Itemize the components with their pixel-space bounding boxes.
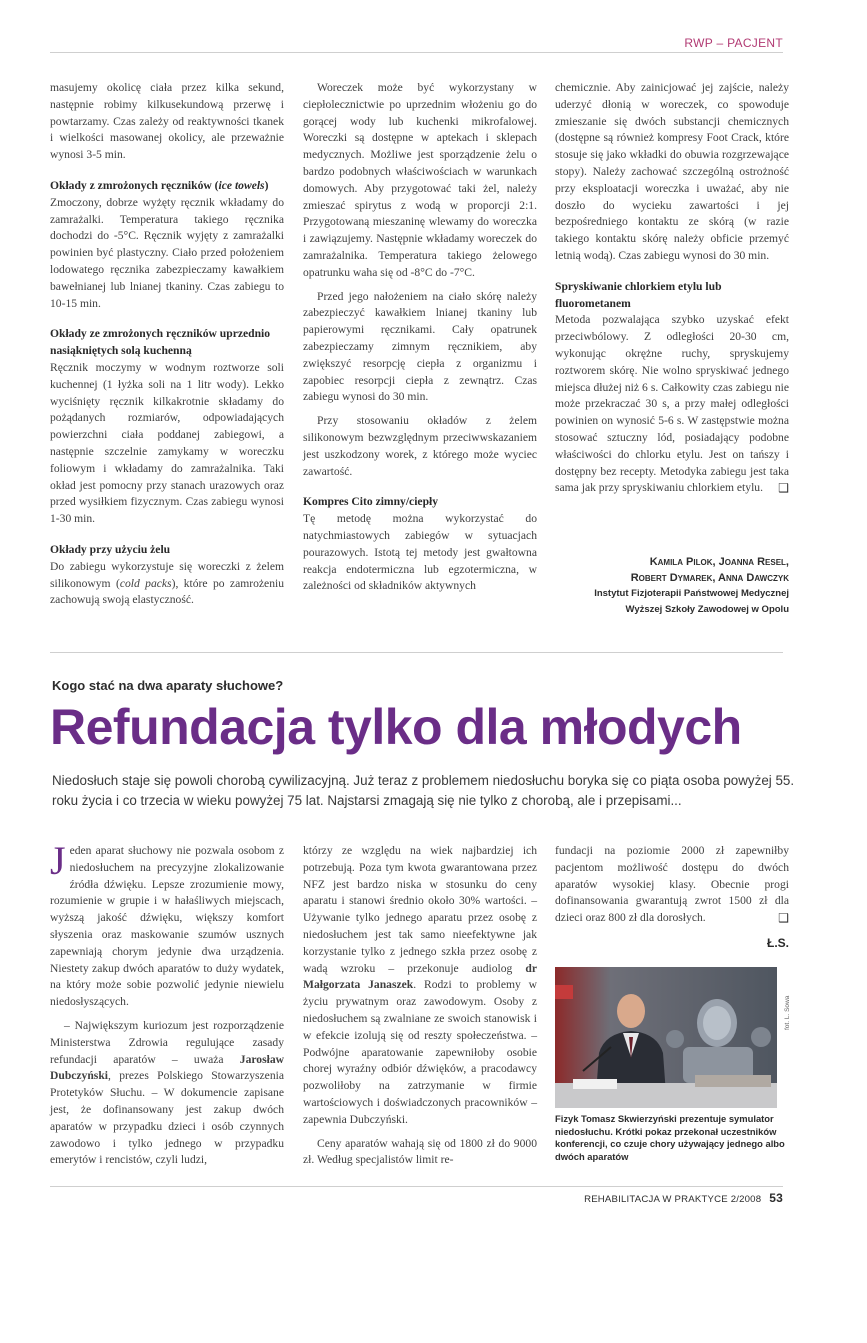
article1-column-1	[50, 80, 284, 616]
author-names: Robert Dymarek, Anna Dawczyk	[630, 572, 789, 584]
paragraph: Ręcznik moczymy w wodnym roztworze soli kuchennej (1 łyżka soli na 1 litr wody). Lekko wyciśnięty ręcznik kilkakrotnie składamy do pożądanych rozmiarów, odpowiadających powierzchni ciała poddanej zabiegowi, a następnie szczelnie zamykamy w woreczku foliowym i wkładamy do zamrażalnika. Taki okład jest pomocny przy stanach urazowych oraz przed wysiłkiem fizycznym. Czas zabiegu wynosi 1-30 min.	[50, 360, 284, 526]
top-divider	[50, 52, 783, 53]
author-names: Kamila Pilok, Joanna Resel,	[649, 556, 789, 568]
article-headline: Refundacja tylko dla młodych	[50, 699, 742, 755]
paragraph: Przed jego nałożeniem na ciało skórę należy zabezpieczyć kawałkiem lnianej tkaniny lub papierowymi ręcznikami. Cały opatrunek zabezpieczamy zimnym ręcznikiem, aby zwiększyć resorpcję ciepła z organizmu i zapobiec resorpcji ciepła z zewnątrz. Czas zabiegu wynosi do 30 min.	[303, 289, 537, 404]
paragraph: masujemy okolicę ciała przez kilka sekund, następnie robimy kilkusekundową przerwę i powtarzamy. Czas zależy od reaktywności tkanek i wielkości masowanej okolicy, ale przeważnie wynosi 3-5 min.	[50, 81, 284, 162]
author-institution: Instytut Fizjoterapii Państwowej Medycznej	[594, 588, 789, 599]
section-heading: Kompres Cito zimny/ciepły	[303, 495, 439, 509]
paragraph: Do zabiegu wykorzystuje się woreczki z żelem silikonowym (cold packs), które po zamrożeniu zachowują swoją elastyczność.	[50, 559, 285, 607]
section-heading: Spryskiwanie chlorkiem etylu lub fluorometanem	[555, 279, 722, 310]
article1-column-3	[555, 80, 789, 504]
article1-column-2	[303, 80, 537, 602]
article-lead: Niedosłuch staje się powoli chorobą cywilizacyjną. Już teraz z problemem niedosłuchu boryka się co piąta osoba powyżej 55. roku życia i co trzecia w wieku powyżej 75 lat. Najstarsi zmagają się nie tylko z chorobą, ale i przepisami...	[52, 773, 795, 808]
paragraph: Zmoczony, dobrze wyżęty ręcznik wkładamy do zamrażalki. Temperatura takiego ręcznika dochodzi do -5°C. Ręcznik wyjęty z zamrażalki powinien być plastyczny. Ciało przed położeniem lodowatego ręcznika zabezpieczamy kawałkiem bawełnianej lub lnianej tkaniny. Czas zabiegu to 10-15 min.	[50, 195, 284, 310]
paragraph: fundacji na poziomie 2000 zł zapewniłby pacjentom możliwość dostępu do dwóch aparatów wysokiej klasy. Obecnie progi dofinansowania gwarantują zwrot 1500 zł dla dzieci oraz 800 zł dla dorosłych. ❑	[555, 844, 789, 926]
section-heading: Okłady z zmrożonych ręczników (ice towels)	[50, 178, 269, 192]
article-signature: Ł.S.	[766, 935, 789, 950]
end-mark-icon: ❑	[778, 911, 789, 926]
paragraph: – Największym kuriozum jest rozporządzenie Ministerstwa Zdrowia regulujące zasady refundacji aparatów – uważa Jarosław Dubczyński, prezes Polskiego Stowarzyszenia Protetyków Słuchu. – W dokumencie zapisane jest, że dofinansowany jest zakup dwóch aparatów w przypadku dzieci i osób czynnych zawodowo i tylko jednego w przypadku emerytów i rencistów, czyli ludzi,	[50, 1018, 284, 1167]
paragraph: Tę metodę można wykorzystać do natychmiastowych zabiegów w sytuacjach pourazowych. Istotą tej metody jest gwałtowna reakcja endotermiczna lub egzotermiczna, w zależności od składników aktywnych	[303, 512, 537, 593]
section-divider	[50, 652, 783, 653]
section-heading: Okłady ze zmrożonych ręczników uprzednio nasiąkniętych solą kuchenną	[50, 327, 271, 358]
photo-illustration	[555, 967, 777, 1108]
journal-name: REHABILITACJA W PRAKTYCE 2/2008	[584, 1194, 762, 1205]
author-institution: Wyższej Szkoły Zawodowej w Opolu	[625, 604, 789, 615]
page-footer	[584, 1191, 783, 1205]
article2-column-3	[555, 843, 789, 952]
running-head: RWP – PACJENT	[684, 36, 783, 50]
article-kicker: Kogo stać na dwa aparaty słuchowe?	[52, 678, 284, 693]
section-heading: Okłady przy użyciu żelu	[50, 542, 171, 556]
paragraph: którzy ze względu na wiek najbardziej ich potrzebują. Poza tym kwota gwarantowana przez NFZ jest bardzo niska w stosunku do ceny aparatu i stanowi średnio około 30% wartości. – Używanie tylko jednego aparatu przez osobę z niedosłuchem jest tak samo nieefektywne jak korzystanie tylko z jednego szkła przez osobę z wadą wzroku – przekonuje audiolog dr Małgorzata Janaszek. Rodzi to problemy w życiu prywatnym oraz zawodowym. Osoby z niedosłuchem są zwalniane ze swoich stanowisk i w efekcie izolują się od reszty społeczeństwa. – Podwójne aparatowanie zapewniłoby osobie chorej wyraźny odbiór dźwięków, a pracodawcy pozwoliłoby na zatrzymanie w firmie wartościowych i doświadczonych pracowników – zapewnia Dubczyński.	[303, 844, 537, 1126]
paragraph: Metoda pozwalająca szybko uzyskać efekt przeciwbólowy. Z odległości 20-30 cm, wykonując okrężne ruchy, spryskujemy roztworem skórę. Nie wolno spryskiwać jednego miejsca dłużej niż 6 s. Całkowity czas zabiegu nie może przekraczać 30 s, a przy małej odległości powinien on wynosić 5-6 s. W zastępstwie można stosować sztuczny lód, posiadający podobne właściwości do chlorku etylu. Jest on tańszy i dostępny bez recepty. Metodyka zabiegu jest taka sama jak przy spryskiwaniu chlorkiem etylu. ❑	[555, 313, 789, 496]
paragraph: Woreczek może być wykorzystany w ciepłolecznictwie po uprzednim włożeniu go do gorącej wody lub kuchenki mikrofalowej. Woreczki są dostępne w aptekach i sklepach medycznych. Możliwe jest sporządzenie żelu o bardzo podobnych właściwościach w warunkach domowych. Aby przygotować taki żel, należy zmieszać spirytus z wodą w proporcji 2:1. Przygotowaną mieszaninę wlewamy do woreczka i zawiązujemy. Następnie wkładamy woreczek do zamrażalnika. Temperatura takiego żelowego opatrunku waha się od -8°C do -7°C.	[303, 81, 537, 279]
author-block	[555, 554, 789, 618]
paragraph: Przy stosowaniu okładów z żelem silikonowym bezwzględnym przeciwwskazaniem jest uszkodzony worek, z którego może wyciec zawartość.	[303, 414, 537, 478]
paragraph: chemicznie. Aby zainicjować jej zajście, należy uderzyć dłonią w woreczek, co spowoduje zmieszanie się dwóch substancji chemicznych (dostępne są również kompresy Foot Crack, które stosuje się jako wkładki do obuwia rozgrzewające stopy). Należy zachować szczególną ostrożność przy eksploatacji woreczka i uważać, aby nie doszło do wycieku zawartości i jej bezpośredniego kontaktu ze skórą (w razie takiego kontaktu skórę należy obficie przemyć letnią wodą). Czas zabiegu wynosi do 30 min.	[555, 81, 789, 262]
end-mark-icon: ❑	[778, 481, 789, 496]
conference-photo	[555, 967, 777, 1108]
article2-column-2	[303, 843, 537, 1176]
photo-caption: Fizyk Tomasz Skwierzyński prezentuje symulator niedosłuchu. Krótki pokaz przekonał uczestników konferencji, co czuje chory używający jednego albo dwóch aparatów	[555, 1113, 785, 1162]
article2-column-1	[50, 838, 284, 1176]
photo-credit: fot. L. Sowa	[784, 995, 791, 1030]
page-number: 53	[769, 1191, 783, 1205]
paragraph: Jeden aparat słuchowy nie pozwala osobom z niedosłuchem na precyzyjne zlokalizowanie źródła dźwięku. Lepsze zrozumienie mowy, rozumienie w grupie i w hałaśliwych miejscach, wyższą jakość dźwięku, większy komfort słyszenia oraz maskowanie szumów usznych zapewniają chorym jedynie dwa urządzenia. Niestety zakup dwóch aparatów to duży wydatek, na który może sobie pozwolić jedynie niewielu niedosłyszących.	[50, 838, 284, 1009]
footer-divider	[50, 1186, 783, 1187]
drop-cap: J	[50, 838, 66, 883]
paragraph: Ceny aparatów wahają się od 1800 zł do 9000 zł. Według specjalistów limit re-	[303, 1136, 537, 1167]
